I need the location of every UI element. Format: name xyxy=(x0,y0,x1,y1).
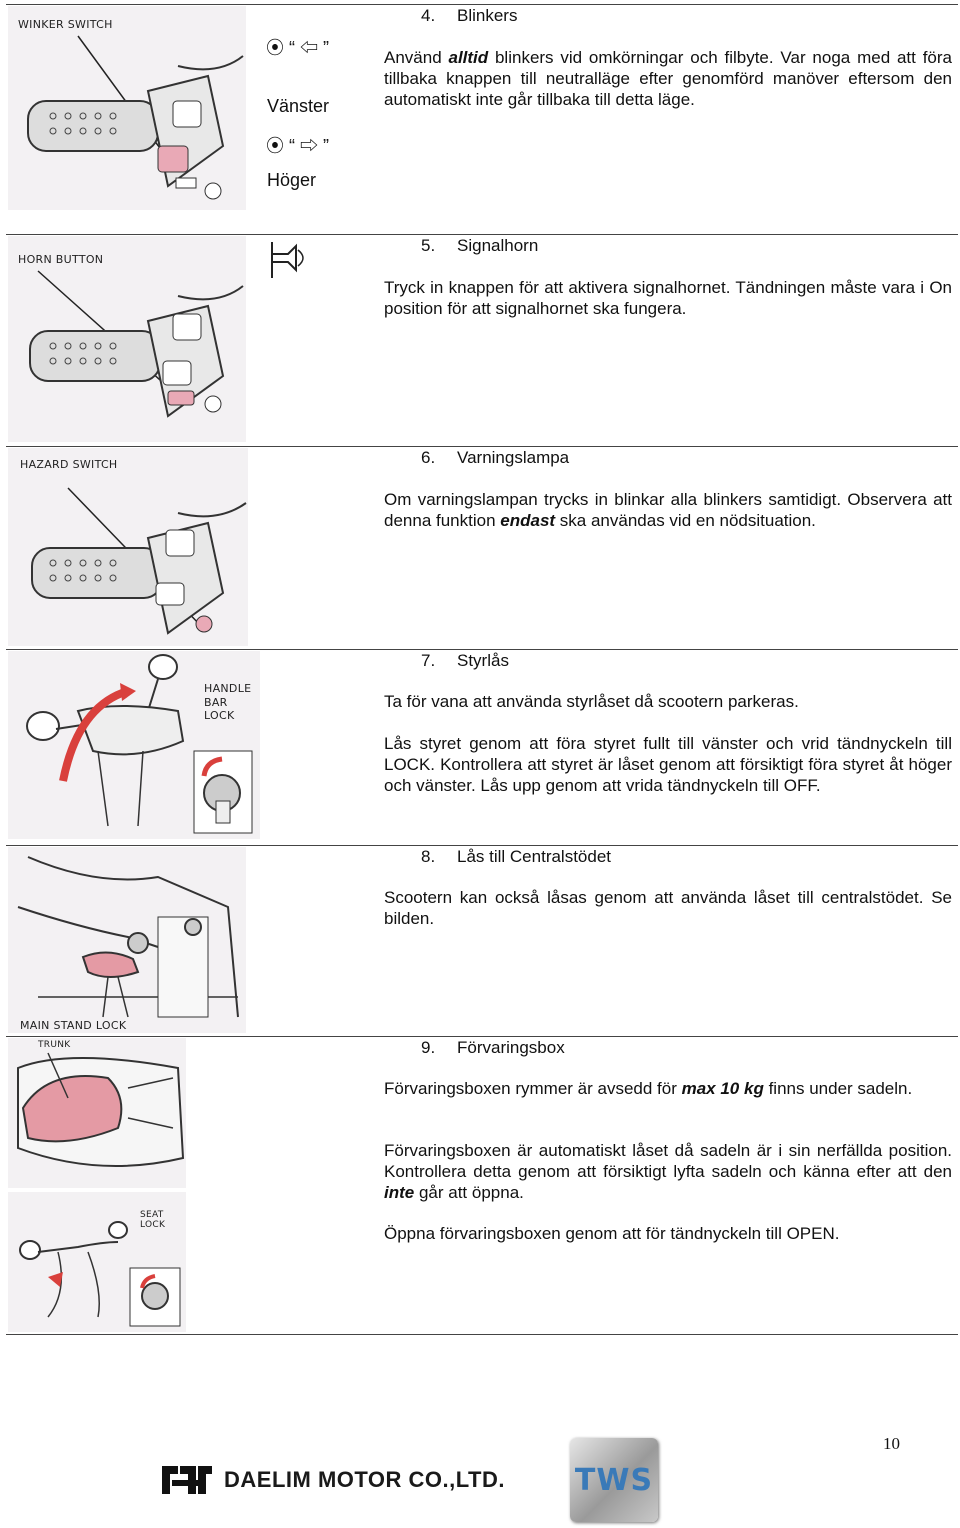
section-heading-forvaringsbox xyxy=(421,1038,565,1058)
section-title: Signalhorn xyxy=(457,236,539,255)
varningslampa-paragraph xyxy=(384,489,952,531)
section-heading-varningslampa xyxy=(421,448,569,468)
emphasis-text: endast xyxy=(500,511,556,530)
daelim-logo xyxy=(160,1458,505,1502)
divider xyxy=(6,446,958,447)
text-run: ska användas vid en nödsituation. xyxy=(555,511,816,530)
section-title: Styrlås xyxy=(457,651,509,670)
section-heading-styrlas xyxy=(421,651,509,671)
left-label: Vänster xyxy=(267,96,330,116)
text-run: Om varningslampan trycks in blinkar alla blinkers samtidigt. Observera att denna funktion xyxy=(384,490,952,530)
centralstodet-paragraph: Scootern kan också låsas genom att använda låset till centralstödet. Se bilden. xyxy=(384,888,952,928)
forvaringsbox-paragraph-1 xyxy=(384,1078,952,1099)
section-heading-blinkers xyxy=(421,6,517,26)
handle-bar-lock-caption-line2: BAR LOCK xyxy=(204,696,235,722)
section-heading-signalhorn xyxy=(421,236,538,256)
section-number: 9. xyxy=(421,1038,436,1057)
horn-icon xyxy=(268,240,312,287)
text-run: går att öppna. xyxy=(414,1183,524,1202)
section-number: 8. xyxy=(421,847,436,866)
daelim-mark-icon xyxy=(160,1460,214,1500)
left-blinker-icon: ⦿ “ ⇦ ” xyxy=(266,38,329,58)
section-title: Blinkers xyxy=(457,6,518,25)
seat-lock-illustration xyxy=(8,1192,186,1332)
handle-bar-lock-caption-line1: HANDLE xyxy=(204,682,252,695)
tws-logo-text: TWS xyxy=(574,1462,654,1498)
divider xyxy=(6,1036,958,1037)
text-run: Förvaringsboxen är automatiskt låset då sadeln är i sin nerfällda position. Kontrollera detta genom att försiktigt lyfta sadeln och känna efter att den xyxy=(384,1141,952,1181)
trunk-illustration xyxy=(8,1038,186,1188)
divider xyxy=(6,234,958,235)
divider xyxy=(6,4,958,5)
right-blinker-icon: ⦿ “ ⇨ ” xyxy=(266,136,329,156)
text-run: blinkers vid omkörningar och filbyte. Var noga med att föra tillbaka knappen till neutralläge efter genomförd manöver eftersom den automatiskt inte går tillbaka till detta läge. xyxy=(384,48,952,109)
hazard-switch-caption: HAZARD SWITCH xyxy=(20,458,118,471)
section-number: 5. xyxy=(421,236,436,255)
seat-lock-caption: SEAT LOCK xyxy=(140,1210,166,1230)
winker-switch-illustration xyxy=(8,6,246,210)
section-title: Lås till Centralstödet xyxy=(457,847,612,866)
company-name: DAELIM MOTOR CO.,LTD. xyxy=(224,1467,505,1492)
divider xyxy=(6,845,958,846)
section-number: 4. xyxy=(421,6,436,25)
handle-bar-lock-illustration xyxy=(8,651,260,839)
main-stand-lock-illustration xyxy=(8,847,246,1033)
text-run: Använd xyxy=(384,48,449,67)
divider xyxy=(6,1334,958,1335)
page-number: 10 xyxy=(883,1434,900,1453)
forvaringsbox-paragraph-3: Öppna förvaringsboxen genom att för tändnyckeln till OPEN. xyxy=(384,1224,840,1243)
styrlas-paragraph-2: Lås styret genom att föra styret fullt till vänster och vrid tändnyckeln till LOCK. Kontrollera att styret är låset genom att försiktigt föra styret åt höger och vänster. Lås upp genom att vrida tändnyckeln till OFF. xyxy=(384,734,952,795)
hazard-switch-illustration xyxy=(8,448,248,646)
section-title: Förvaringsbox xyxy=(457,1038,565,1057)
divider xyxy=(6,649,958,650)
tws-logo xyxy=(570,1438,658,1522)
right-label: Höger xyxy=(267,170,317,190)
text-run: finns under sadeln. xyxy=(763,1079,913,1098)
forvaringsbox-paragraph-2 xyxy=(384,1140,952,1203)
text-run: Förvaringsboxen rymmer är avsedd för xyxy=(384,1079,682,1098)
styrlas-paragraph-1: Ta för vana att använda styrlåset då scootern parkeras. xyxy=(384,692,799,711)
emphasis-text: inte xyxy=(384,1183,415,1202)
main-stand-lock-caption: MAIN STAND LOCK xyxy=(20,1019,127,1032)
emphasis-text: max 10 kg xyxy=(681,1079,764,1098)
blinkers-paragraph xyxy=(384,47,952,110)
section-number: 7. xyxy=(421,651,436,670)
horn-button-caption: HORN BUTTON xyxy=(18,253,104,266)
emphasis-text: alltid xyxy=(448,48,489,67)
signalhorn-paragraph: Tryck in knappen för att aktivera signalhornet. Tändningen måste vara i On position för att signalhornet ska fungera. xyxy=(384,278,952,318)
section-number: 6. xyxy=(421,448,436,467)
section-heading-centralstodet xyxy=(421,847,611,867)
horn-button-illustration xyxy=(8,236,246,442)
trunk-caption: TRUNK xyxy=(38,1040,71,1050)
winker-switch-caption: WINKER SWITCH xyxy=(18,18,113,31)
section-title: Varningslampa xyxy=(457,448,570,467)
